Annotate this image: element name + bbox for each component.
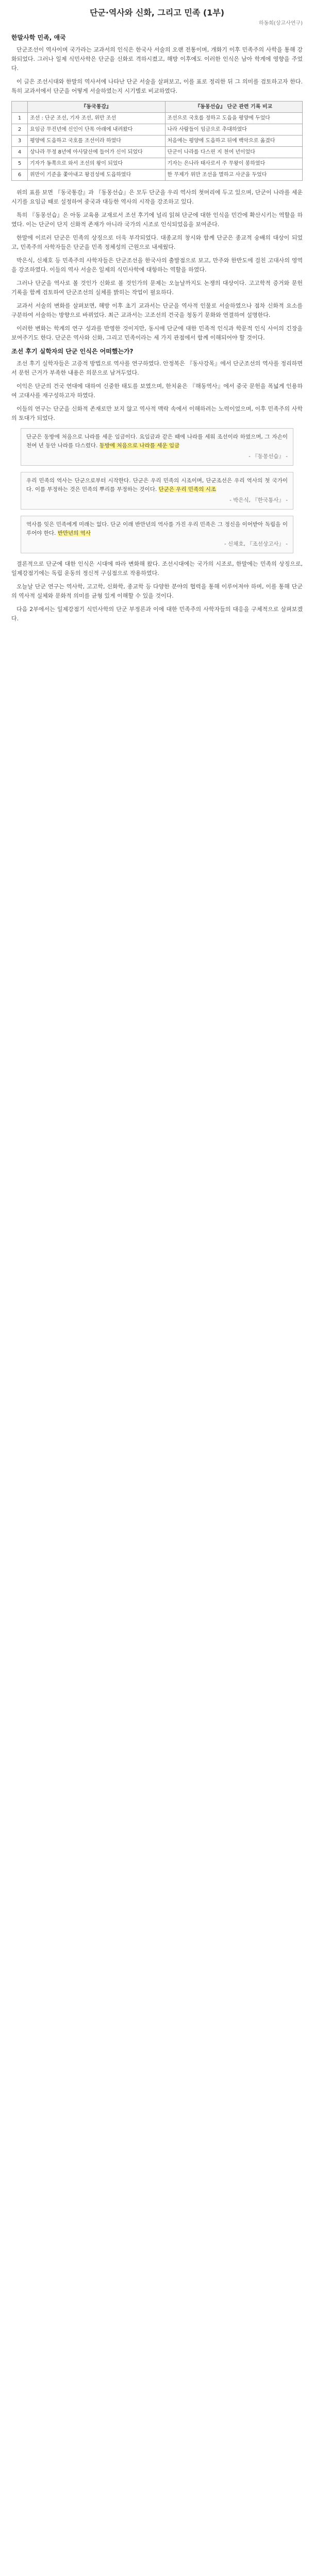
table-header-cell: 『동국통감』 <box>28 101 166 113</box>
paragraph: 특히 『동몽선습』은 아동 교육용 교재로서 조선 후기에 널리 읽혀 단군에 대한 인식을 민간에 확산시키는 역할을 하였다. 이는 단군이 단지 신화적 존재가 아니라 국가의 시조로 인식되었음을 보여준다. <box>11 212 303 228</box>
paragraph: 위의 표를 보면 『동국통감』과 『동몽선습』은 모두 단군을 우리 역사의 첫머리에 두고 있으며, 단군이 나라를 세운 시기를 요임금 때로 설정하여 중국과 대등한 역사의 시작을 강조하고 있다. <box>11 189 303 205</box>
comparison-table-wrap <box>11 101 303 181</box>
table-cell: 평양에 도읍하고 국호를 조선이라 하였다 <box>28 135 166 147</box>
quote-highlight: 반만년의 역사 <box>57 530 91 536</box>
table-row <box>12 147 303 158</box>
comparison-table <box>11 101 303 181</box>
table-cell: 기자가 동쪽으로 와서 조선의 왕이 되었다 <box>28 158 166 170</box>
paragraph: 이들의 연구는 단군을 신화적 존재로만 보지 않고 역사적 맥락 속에서 이해하려는 노력이었으며, 이후 민족주의 사학의 토대가 되었다. <box>11 405 303 421</box>
table-cell: 위만이 기준을 쫓아내고 왕검성에 도읍하였다 <box>28 170 166 181</box>
quote-source: - 신채호, 『조선상고사』 - <box>224 541 288 547</box>
paragraph: 이 글은 조선시대와 한말의 역사서에 나타난 단군 서술을 살펴보고, 이를 표로 정리한 뒤 그 의미를 검토하고자 한다. 특히 교과서에서 단군을 어떻게 서술하였는지 시기별로 비교하였다. <box>11 78 303 94</box>
table-cell: 5 <box>12 158 28 170</box>
table-cell: 2 <box>12 124 28 135</box>
table-cell: 상나라 무정 8년에 아사달산에 들어가 신이 되었다 <box>28 147 166 158</box>
section-heading: 한말사학 민족, 애국 <box>11 34 66 41</box>
table-cell: 나라 사람들이 임금으로 추대하였다 <box>165 124 303 135</box>
quote-highlight: 동방에 처음으로 나라를 세운 임금 <box>99 443 180 449</box>
table-cell: 조선으로 국호를 정하고 도읍을 평양에 두었다 <box>165 113 303 124</box>
author-byline: 하동희(상고사연구) <box>258 21 303 26</box>
table-cell: 4 <box>12 147 28 158</box>
paragraph: 단군조선이 역사이며 국가라는 교과서의 인식은 한국사 서술의 오랜 전통이며, 개화기 이후 민족주의 사학을 통해 강화되었다. 그러나 일제 식민사학은 단군을 신화로 격하시켰고, 해방 이후에도 이러한 인식은 남아 학계에 영향을 주었다. <box>11 46 303 72</box>
paragraph: 다음 2부에서는 일제강점기 식민사학의 단군 부정론과 이에 대한 민족주의 사학자들의 대응을 구체적으로 살펴보겠다. <box>11 606 303 622</box>
table-cell: 3 <box>12 135 28 147</box>
quote-source: - 『동몽선습』 - <box>249 453 288 460</box>
quote-highlight: 단군은 우리 민족의 시조 <box>158 486 216 493</box>
quote-source: - 박은식, 『한국통사』 - <box>229 497 288 503</box>
section-heading: 조선 후기 실학자의 단군 인식은 어떠했는가? <box>11 348 134 355</box>
paragraph: 한말에 이르러 단군은 민족의 상징으로 더욱 부각되었다. 대종교의 창시와 함께 단군은 종교적 숭배의 대상이 되었고, 민족주의 사학자들은 단군을 민족 정체성의 근원으로 내세웠다. <box>11 234 303 250</box>
quote-box <box>21 472 293 510</box>
table-row <box>12 170 303 181</box>
paragraph: 그러나 단군을 역사로 볼 것인가 신화로 볼 것인가의 문제는 오늘날까지도 논쟁의 대상이다. 고고학적 증거와 문헌 기록을 함께 검토하여 단군조선의 실체를 밝히는 작업이 필요하다. <box>11 280 303 296</box>
table-cell: 기자는 은나라 태사로서 주 무왕이 봉하였다 <box>165 158 303 170</box>
table-cell: 1 <box>12 113 28 124</box>
table-row <box>12 158 303 170</box>
quote-text: 단군은 동방에 처음으로 나라를 세운 임금이다. 요임금과 같은 때에 나라를 세워 조선이라 하였으며, 그 자손이 천여 년 동안 나라를 다스렸다. <box>26 434 288 449</box>
table-cell: 한 무제가 위만 조선을 멸하고 사군을 두었다 <box>165 170 303 181</box>
paragraph: 이익은 단군의 건국 연대에 대하여 신중한 태도를 보였으며, 한치윤은 『해동역사』에서 중국 문헌을 폭넓게 인용하여 고대사를 재구성하고자 하였다. <box>11 383 303 399</box>
paragraph: 조선 후기 실학자들은 고증적 방법으로 역사를 연구하였다. 안정복은 『동사강목』에서 단군조선의 역사를 정리하면서 문헌 근거가 부족한 내용은 의문으로 남겨두었다. <box>11 360 303 376</box>
quote-box <box>21 428 293 466</box>
paragraph: 오늘날 단군 연구는 역사학, 고고학, 신화학, 종교학 등 다양한 분야의 협력을 통해 이루어져야 하며, 이를 통해 단군의 역사적 실체와 문화적 의미를 균형 있게 이해할 수 있을 것이다. <box>11 583 303 599</box>
table-cell: 요임금 무진년에 신인이 단목 아래에 내려왔다 <box>28 124 166 135</box>
table-cell: 조선 : 단군 조선, 기자 조선, 위만 조선 <box>28 113 166 124</box>
paragraph: 교과서 서술의 변화를 살펴보면, 해방 이후 초기 교과서는 단군을 역사적 인물로 서술하였으나 점차 신화적 요소를 구분하여 서술하는 방향으로 바뀌었다. 최근 교과서는 고조선의 건국을 청동기 문화와 연결하여 설명한다. <box>11 302 303 318</box>
paragraph: 이러한 변화는 학계의 연구 성과를 반영한 것이지만, 동시에 단군에 대한 민족적 인식과 학문적 인식 사이의 긴장을 보여주기도 한다. 단군은 역사와 신화, 그리고 민족이라는 세 가지 관점에서 함께 이해되어야 할 것이다. <box>11 325 303 341</box>
document-title: 단군·역사와 신화, 그리고 민족 (1부) <box>89 8 225 18</box>
table-header-cell <box>12 101 28 113</box>
paragraph: 결론적으로 단군에 대한 인식은 시대에 따라 변화해 왔다. 조선시대에는 국가의 시조로, 한말에는 민족의 상징으로, 일제강점기에는 독립 운동의 정신적 구심점으로 작용하였다. <box>11 561 303 577</box>
table-row <box>12 135 303 147</box>
table-cell: 처음에는 평양에 도읍하고 뒤에 백악으로 옮겼다 <box>165 135 303 147</box>
document-body <box>0 33 314 623</box>
quote-text: 우리 민족의 역사는 단군으로부터 시작한다. 단군은 우리 민족의 시조이며, 단군조선은 우리 역사의 첫 국가이다. 이를 부정하는 것은 민족의 뿌리를 부정하는 것이다. <box>26 478 288 493</box>
table-cell: 6 <box>12 170 28 181</box>
paragraph: 박은식, 신채호 등 민족주의 사학자들은 단군조선을 한국사의 출발점으로 보고, 만주와 한반도에 걸친 고대사의 영역을 강조하였다. 이들의 역사 서술은 일제의 식민사학에 대항하는 역할을 하였다. <box>11 257 303 273</box>
quote-box <box>21 516 293 553</box>
table-cell: 단군이 나라를 다스린 지 천여 년이었다 <box>165 147 303 158</box>
table-header-row <box>12 101 303 113</box>
table-header-cell: 『동몽선습』 단군 관련 기록 비교 <box>165 101 303 113</box>
table-row <box>12 113 303 124</box>
quote-text: 역사를 잊은 민족에게 미래는 없다. 단군 이래 반만년의 역사를 가진 우리 민족은 그 정신을 이어받아 독립을 이루어야 한다. <box>26 521 288 536</box>
table-row <box>12 124 303 135</box>
